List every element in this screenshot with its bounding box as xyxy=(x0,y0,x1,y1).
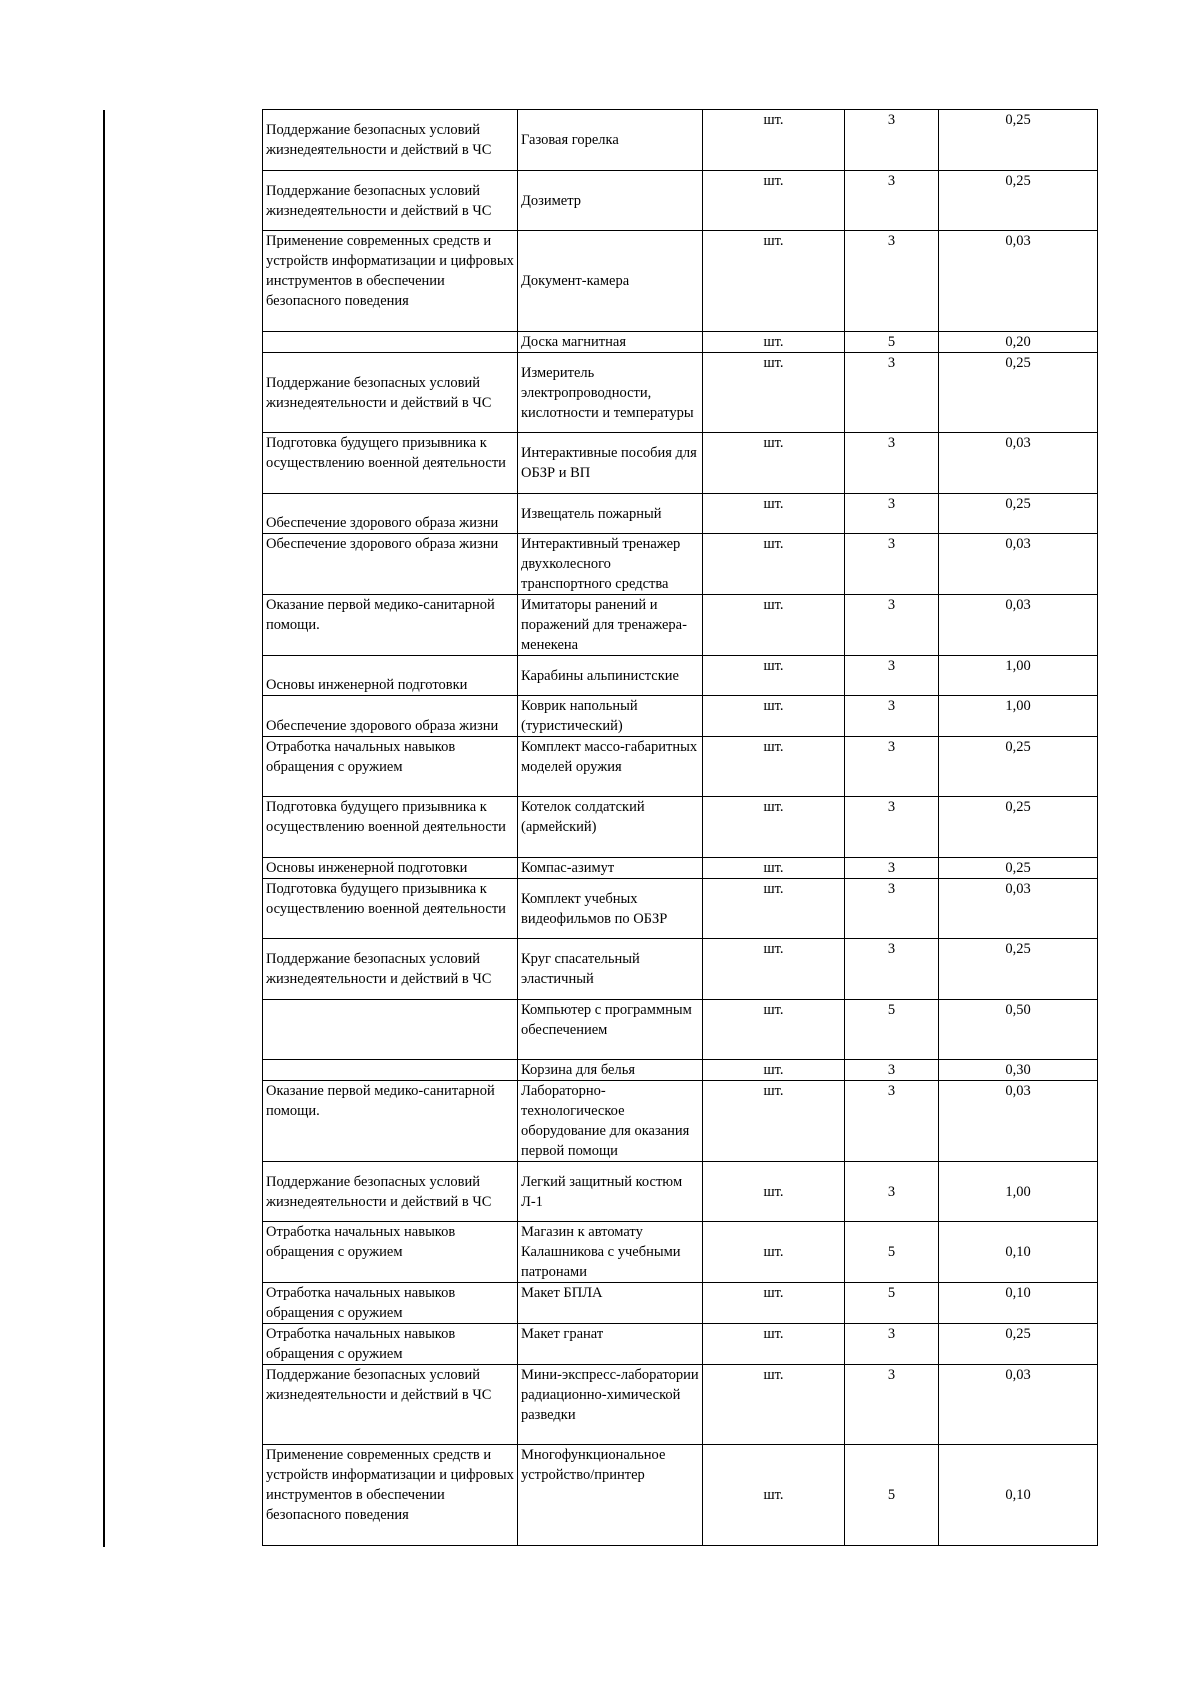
item-name-cell: Газовая горелка xyxy=(518,110,703,171)
quantity-cell: 3 xyxy=(845,231,939,332)
rate-cell: 0,10 xyxy=(939,1222,1098,1283)
rate-cell: 0,03 xyxy=(939,433,1098,494)
quantity-cell: 3 xyxy=(845,353,939,433)
unit-cell: шт. xyxy=(703,1283,845,1324)
rate-cell: 0,03 xyxy=(939,879,1098,939)
rate-cell: 0,25 xyxy=(939,939,1098,1000)
quantity-cell: 3 xyxy=(845,737,939,797)
section-cell xyxy=(263,1060,518,1081)
item-name-cell: Доска магнитная xyxy=(518,332,703,353)
quantity-cell: 3 xyxy=(845,534,939,595)
item-name-cell: Документ-камера xyxy=(518,231,703,332)
quantity-cell: 3 xyxy=(845,879,939,939)
unit-cell: шт. xyxy=(703,696,845,737)
rate-cell: 0,03 xyxy=(939,595,1098,656)
section-cell: Поддержание безопасных условий жизнедеятельности и действий в ЧС xyxy=(263,939,518,1000)
rate-cell: 1,00 xyxy=(939,656,1098,696)
unit-cell: шт. xyxy=(703,353,845,433)
item-name-cell: Дозиметр xyxy=(518,171,703,231)
section-cell: Обеспечение здорового образа жизни xyxy=(263,696,518,737)
section-cell: Обеспечение здорового образа жизни xyxy=(263,534,518,595)
unit-cell: шт. xyxy=(703,1081,845,1162)
rate-cell: 0,25 xyxy=(939,858,1098,879)
item-name-cell: Измеритель электропроводности, кислотности и температуры xyxy=(518,353,703,433)
unit-cell: шт. xyxy=(703,797,845,858)
item-name-cell: Имитаторы ранений и поражений для тренажера-менекена xyxy=(518,595,703,656)
section-cell: Основы инженерной подготовки xyxy=(263,656,518,696)
unit-cell: шт. xyxy=(703,1060,845,1081)
section-cell: Оказание первой медико-санитарной помощи. xyxy=(263,595,518,656)
section-cell: Отработка начальных навыков обращения с оружием xyxy=(263,1324,518,1365)
item-name-cell: Интерактивный тренажер двухколесного транспортного средства xyxy=(518,534,703,595)
item-name-cell: Компас-азимут xyxy=(518,858,703,879)
quantity-cell: 5 xyxy=(845,1222,939,1283)
item-name-cell: Карабины альпинистские xyxy=(518,656,703,696)
unit-cell: шт. xyxy=(703,171,845,231)
section-cell: Отработка начальных навыков обращения с оружием xyxy=(263,1222,518,1283)
unit-cell: шт. xyxy=(703,1324,845,1365)
item-name-cell: Многофункциональное устройство/принтер xyxy=(518,1445,703,1546)
item-name-cell: Мини-экспресс-лаборатории радиационно-химической разведки xyxy=(518,1365,703,1445)
equipment-table xyxy=(262,109,1098,1546)
quantity-cell: 3 xyxy=(845,797,939,858)
section-cell: Подготовка будущего призывника к осуществлению военной деятельности xyxy=(263,879,518,939)
section-cell: Подготовка будущего призывника к осуществлению военной деятельности xyxy=(263,433,518,494)
section-cell: Поддержание безопасных условий жизнедеятельности и действий в ЧС xyxy=(263,110,518,171)
quantity-cell: 3 xyxy=(845,494,939,534)
section-cell: Основы инженерной подготовки xyxy=(263,858,518,879)
unit-cell: шт. xyxy=(703,939,845,1000)
unit-cell: шт. xyxy=(703,231,845,332)
item-name-cell: Корзина для белья xyxy=(518,1060,703,1081)
unit-cell: шт. xyxy=(703,332,845,353)
unit-cell: шт. xyxy=(703,737,845,797)
quantity-cell: 3 xyxy=(845,696,939,737)
rate-cell: 0,30 xyxy=(939,1060,1098,1081)
item-name-cell: Круг спасательный эластичный xyxy=(518,939,703,1000)
section-cell: Оказание первой медико-санитарной помощи. xyxy=(263,1081,518,1162)
section-cell: Обеспечение здорового образа жизни xyxy=(263,494,518,534)
unit-cell: шт. xyxy=(703,433,845,494)
quantity-cell: 3 xyxy=(845,1365,939,1445)
item-name-cell: Компьютер с программным обеспечением xyxy=(518,1000,703,1060)
item-name-cell: Магазин к автомату Калашникова с учебными патронами xyxy=(518,1222,703,1283)
quantity-cell: 3 xyxy=(845,939,939,1000)
rate-cell: 0,03 xyxy=(939,231,1098,332)
section-cell: Поддержание безопасных условий жизнедеятельности и действий в ЧС xyxy=(263,171,518,231)
unit-cell: шт. xyxy=(703,656,845,696)
unit-cell: шт. xyxy=(703,1445,845,1546)
unit-cell: шт. xyxy=(703,858,845,879)
rate-cell: 0,25 xyxy=(939,353,1098,433)
rate-cell: 0,10 xyxy=(939,1283,1098,1324)
rate-cell: 0,25 xyxy=(939,494,1098,534)
quantity-cell: 3 xyxy=(845,1162,939,1222)
quantity-cell: 3 xyxy=(845,858,939,879)
quantity-cell: 3 xyxy=(845,1060,939,1081)
unit-cell: шт. xyxy=(703,1000,845,1060)
quantity-cell: 3 xyxy=(845,110,939,171)
quantity-cell: 3 xyxy=(845,433,939,494)
quantity-cell: 5 xyxy=(845,1000,939,1060)
rate-cell: 1,00 xyxy=(939,696,1098,737)
item-name-cell: Котелок солдатский (армейский) xyxy=(518,797,703,858)
rate-cell: 0,03 xyxy=(939,1365,1098,1445)
section-cell: Применение современных средств и устройств информатизации и цифровых инструментов в обеспечении безопасного поведения xyxy=(263,1445,518,1546)
quantity-cell: 3 xyxy=(845,595,939,656)
quantity-cell: 3 xyxy=(845,1324,939,1365)
item-name-cell: Лабораторно-технологическое оборудование для оказания первой помощи xyxy=(518,1081,703,1162)
left-margin-line xyxy=(103,110,105,1547)
rate-cell: 0,20 xyxy=(939,332,1098,353)
unit-cell: шт. xyxy=(703,1222,845,1283)
unit-cell: шт. xyxy=(703,110,845,171)
rate-cell: 0,25 xyxy=(939,737,1098,797)
item-name-cell: Макет гранат xyxy=(518,1324,703,1365)
section-cell: Отработка начальных навыков обращения с оружием xyxy=(263,1283,518,1324)
rate-cell: 0,25 xyxy=(939,110,1098,171)
unit-cell: шт. xyxy=(703,534,845,595)
rate-cell: 0,03 xyxy=(939,1081,1098,1162)
unit-cell: шт. xyxy=(703,494,845,534)
section-cell: Применение современных средств и устройств информатизации и цифровых инструментов в обеспечении безопасного поведения xyxy=(263,231,518,332)
section-cell: Поддержание безопасных условий жизнедеятельности и действий в ЧС xyxy=(263,353,518,433)
rate-cell: 0,25 xyxy=(939,171,1098,231)
unit-cell: шт. xyxy=(703,1365,845,1445)
quantity-cell: 5 xyxy=(845,332,939,353)
section-cell: Поддержание безопасных условий жизнедеятельности и действий в ЧС xyxy=(263,1365,518,1445)
item-name-cell: Комплект массо-габаритных моделей оружия xyxy=(518,737,703,797)
rate-cell: 1,00 xyxy=(939,1162,1098,1222)
item-name-cell: Коврик напольный (туристический) xyxy=(518,696,703,737)
rate-cell: 0,25 xyxy=(939,797,1098,858)
section-cell xyxy=(263,1000,518,1060)
section-cell: Подготовка будущего призывника к осуществлению военной деятельности xyxy=(263,797,518,858)
section-cell: Поддержание безопасных условий жизнедеятельности и действий в ЧС xyxy=(263,1162,518,1222)
quantity-cell: 5 xyxy=(845,1445,939,1546)
item-name-cell: Интерактивные пособия для ОБЗР и ВП xyxy=(518,433,703,494)
rate-cell: 0,10 xyxy=(939,1445,1098,1546)
unit-cell: шт. xyxy=(703,879,845,939)
rate-cell: 0,25 xyxy=(939,1324,1098,1365)
section-cell: Отработка начальных навыков обращения с оружием xyxy=(263,737,518,797)
quantity-cell: 3 xyxy=(845,656,939,696)
unit-cell: шт. xyxy=(703,1162,845,1222)
quantity-cell: 3 xyxy=(845,1081,939,1162)
rate-cell: 0,50 xyxy=(939,1000,1098,1060)
unit-cell: шт. xyxy=(703,595,845,656)
rate-cell: 0,03 xyxy=(939,534,1098,595)
quantity-cell: 5 xyxy=(845,1283,939,1324)
item-name-cell: Макет БПЛА xyxy=(518,1283,703,1324)
item-name-cell: Извещатель пожарный xyxy=(518,494,703,534)
quantity-cell: 3 xyxy=(845,171,939,231)
item-name-cell: Комплект учебных видеофильмов по ОБЗР xyxy=(518,879,703,939)
section-cell xyxy=(263,332,518,353)
item-name-cell: Легкий защитный костюм Л-1 xyxy=(518,1162,703,1222)
